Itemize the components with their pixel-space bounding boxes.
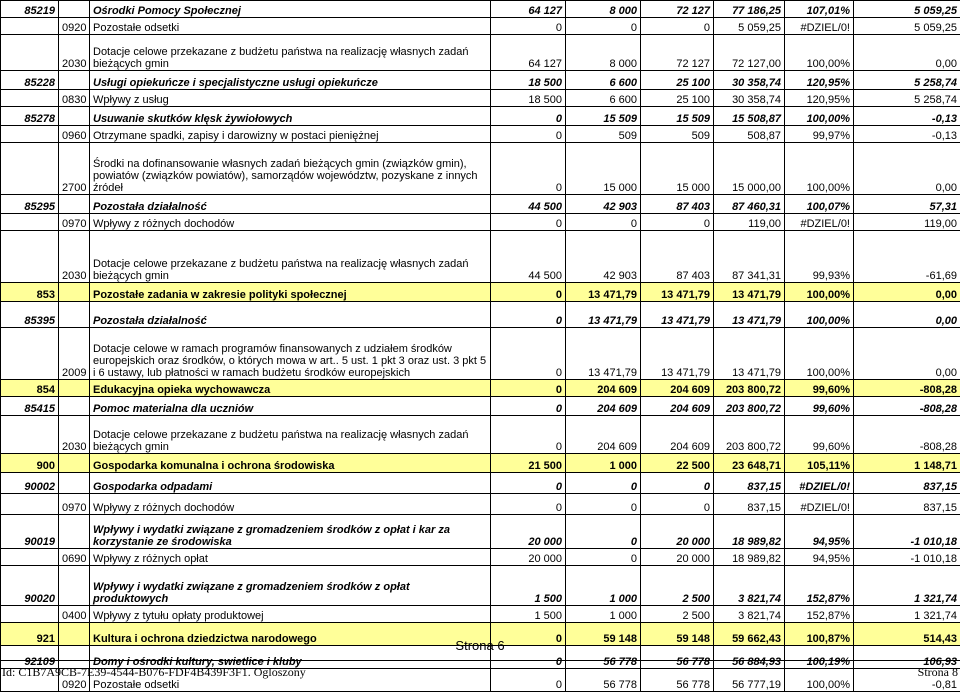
table-row: [1, 416, 960, 454]
plan-after-change-cell: 20 000: [641, 515, 714, 549]
plan-initial-cell: 21 500: [491, 454, 566, 473]
difference-cell: 5 258,74: [854, 90, 960, 107]
paragraph-code-cell: 0400: [59, 606, 90, 623]
execution-cell: 30 358,74: [714, 90, 785, 107]
plan-change-cell: 0: [566, 549, 641, 566]
plan-initial-cell: 1 500: [491, 566, 566, 606]
execution-cell: 56 777,19: [714, 669, 785, 692]
paragraph-code-cell: 2700: [59, 143, 90, 195]
division-code-cell: [1, 416, 59, 454]
paragraph-code-cell: 0920: [59, 18, 90, 35]
execution-cell: 72 127,00: [714, 35, 785, 71]
plan-initial-cell: 0: [491, 214, 566, 231]
table-row: [1, 302, 960, 328]
division-code-cell: [1, 606, 59, 623]
execution-cell: 3 821,74: [714, 606, 785, 623]
difference-cell: 514,43: [854, 623, 960, 646]
plan-initial-cell: 0: [491, 143, 566, 195]
execution-percent-cell: 99,93%: [785, 231, 854, 283]
paragraph-code-cell: 0970: [59, 214, 90, 231]
table-row: [1, 454, 960, 473]
item-name-cell: Usuwanie skutków klęsk żywiołowych: [90, 107, 491, 126]
item-name-cell: Dotacje celowe przekazane z budżetu państwa na realizację własnych zadań bieżących gmin: [90, 416, 491, 454]
execution-cell: 119,00: [714, 214, 785, 231]
plan-initial-cell: 44 500: [491, 231, 566, 283]
plan-after-change-cell: 509: [641, 126, 714, 143]
difference-cell: -61,69: [854, 231, 960, 283]
execution-percent-cell: 100,00%: [785, 302, 854, 328]
item-name-cell: Wpływy i wydatki związane z gromadzeniem środków z opłat produktowych: [90, 566, 491, 606]
division-code-cell: 90019: [1, 515, 59, 549]
paragraph-code-cell: [59, 302, 90, 328]
plan-after-change-cell: 59 148: [641, 623, 714, 646]
plan-initial-cell: 0: [491, 646, 566, 669]
paragraph-code-cell: 2030: [59, 416, 90, 454]
difference-cell: 106,93: [854, 646, 960, 669]
execution-percent-cell: 100,87%: [785, 623, 854, 646]
table-row: [1, 71, 960, 90]
plan-after-change-cell: 56 778: [641, 669, 714, 692]
execution-percent-cell: #DZIEL/0!: [785, 18, 854, 35]
difference-cell: 0,00: [854, 283, 960, 302]
document-footer: [0, 660, 960, 682]
execution-cell: 508,87: [714, 126, 785, 143]
division-code-cell: 90020: [1, 566, 59, 606]
plan-initial-cell: 0: [491, 302, 566, 328]
execution-cell: 203 800,72: [714, 380, 785, 397]
plan-change-cell: 59 148: [566, 623, 641, 646]
plan-initial-cell: 18 500: [491, 71, 566, 90]
paragraph-code-cell: 0960: [59, 126, 90, 143]
paragraph-code-cell: [59, 1, 90, 18]
division-code-cell: 85228: [1, 71, 59, 90]
item-name-cell: Usługi opiekuńcze i specjalistyczne usługi opiekuńcze: [90, 71, 491, 90]
paragraph-code-cell: [59, 397, 90, 416]
division-code-cell: 85219: [1, 1, 59, 18]
execution-cell: 13 471,79: [714, 328, 785, 380]
division-code-cell: 853: [1, 283, 59, 302]
division-code-cell: 90002: [1, 473, 59, 494]
execution-percent-cell: 100,00%: [785, 283, 854, 302]
table-row: [1, 143, 960, 195]
plan-change-cell: 56 778: [566, 646, 641, 669]
plan-change-cell: 509: [566, 126, 641, 143]
execution-cell: 203 800,72: [714, 416, 785, 454]
execution-percent-cell: 120,95%: [785, 71, 854, 90]
division-code-cell: [1, 328, 59, 380]
execution-cell: 59 662,43: [714, 623, 785, 646]
plan-after-change-cell: 0: [641, 473, 714, 494]
plan-initial-cell: 64 127: [491, 1, 566, 18]
plan-change-cell: 204 609: [566, 397, 641, 416]
division-code-cell: [1, 126, 59, 143]
plan-initial-cell: 0: [491, 473, 566, 494]
item-name-cell: Wpływy z różnych dochodów: [90, 494, 491, 515]
item-name-cell: Dotacje celowe przekazane z budżetu państwa na realizację własnych zadań bieżących gmin: [90, 35, 491, 71]
plan-initial-cell: 64 127: [491, 35, 566, 71]
plan-change-cell: 0: [566, 18, 641, 35]
difference-cell: 1 148,71: [854, 454, 960, 473]
division-code-cell: [1, 231, 59, 283]
execution-cell: 15 000,00: [714, 143, 785, 195]
execution-percent-cell: 107,01%: [785, 1, 854, 18]
execution-percent-cell: 120,95%: [785, 90, 854, 107]
division-code-cell: 92109: [1, 646, 59, 669]
division-code-cell: [1, 90, 59, 107]
plan-initial-cell: 20 000: [491, 515, 566, 549]
division-code-cell: [1, 549, 59, 566]
item-name-cell: Ośrodki Pomocy Społecznej: [90, 1, 491, 18]
plan-change-cell: 13 471,79: [566, 283, 641, 302]
plan-change-cell: 0: [566, 515, 641, 549]
execution-percent-cell: 99,97%: [785, 126, 854, 143]
plan-change-cell: 204 609: [566, 380, 641, 397]
plan-initial-cell: 0: [491, 328, 566, 380]
plan-after-change-cell: 56 778: [641, 646, 714, 669]
paragraph-code-cell: [59, 195, 90, 214]
division-code-cell: [1, 35, 59, 71]
table-row: [1, 606, 960, 623]
plan-change-cell: 1 000: [566, 454, 641, 473]
document-id: Id: C1B7A9CB-7E39-4544-B076-FDF4B439F3F1. Ogloszony: [2, 665, 306, 680]
table-row: [1, 515, 960, 549]
plan-after-change-cell: 204 609: [641, 416, 714, 454]
item-name-cell: Pozostała działalność: [90, 302, 491, 328]
footer-page-number: Strona 8: [918, 665, 958, 680]
paragraph-code-cell: [59, 283, 90, 302]
table-row: [1, 549, 960, 566]
plan-after-change-cell: 15 000: [641, 143, 714, 195]
plan-initial-cell: 0: [491, 669, 566, 692]
execution-cell: 87 341,31: [714, 231, 785, 283]
division-code-cell: 900: [1, 454, 59, 473]
plan-change-cell: 0: [566, 494, 641, 515]
plan-change-cell: 42 903: [566, 195, 641, 214]
division-code-cell: 85415: [1, 397, 59, 416]
item-name-cell: Pozostała działalność: [90, 195, 491, 214]
difference-cell: -808,28: [854, 397, 960, 416]
item-name-cell: Dotacje celowe w ramach programów finansowanych z udziałem środków europejskich oraz środków, o których mowa w art.. 5 ust. 1 pkt 3 oraz ust. 3 pkt 5 i 6 ustawy, lub płatności w ramach budżetu środków europejskich: [90, 328, 491, 380]
paragraph-code-cell: [59, 380, 90, 397]
execution-cell: 837,15: [714, 494, 785, 515]
plan-initial-cell: 0: [491, 126, 566, 143]
paragraph-code-cell: 0690: [59, 549, 90, 566]
paragraph-code-cell: 0830: [59, 90, 90, 107]
paragraph-code-cell: 0970: [59, 494, 90, 515]
plan-after-change-cell: 87 403: [641, 195, 714, 214]
table-body: [1, 1, 960, 692]
plan-initial-cell: 44 500: [491, 195, 566, 214]
execution-percent-cell: #DZIEL/0!: [785, 494, 854, 515]
execution-cell: 203 800,72: [714, 397, 785, 416]
table-row: [1, 195, 960, 214]
table-row: [1, 397, 960, 416]
plan-change-cell: 8 000: [566, 35, 641, 71]
table-row: [1, 473, 960, 494]
plan-change-cell: 1 000: [566, 606, 641, 623]
execution-percent-cell: 100,07%: [785, 195, 854, 214]
difference-cell: 0,00: [854, 143, 960, 195]
execution-cell: 3 821,74: [714, 566, 785, 606]
plan-change-cell: 1 000: [566, 566, 641, 606]
difference-cell: -808,28: [854, 380, 960, 397]
execution-cell: 30 358,74: [714, 71, 785, 90]
execution-cell: 87 460,31: [714, 195, 785, 214]
plan-initial-cell: 0: [491, 416, 566, 454]
difference-cell: 0,00: [854, 35, 960, 71]
execution-percent-cell: 100,00%: [785, 669, 854, 692]
difference-cell: -808,28: [854, 416, 960, 454]
execution-cell: 18 989,82: [714, 549, 785, 566]
plan-after-change-cell: 204 609: [641, 397, 714, 416]
plan-after-change-cell: 25 100: [641, 90, 714, 107]
execution-cell: 23 648,71: [714, 454, 785, 473]
paragraph-code-cell: [59, 71, 90, 90]
paragraph-code-cell: [59, 107, 90, 126]
execution-percent-cell: #DZIEL/0!: [785, 214, 854, 231]
difference-cell: 57,31: [854, 195, 960, 214]
division-code-cell: [1, 214, 59, 231]
paragraph-code-cell: 2030: [59, 35, 90, 71]
table-row: [1, 35, 960, 71]
execution-percent-cell: 99,60%: [785, 416, 854, 454]
difference-cell: 837,15: [854, 494, 960, 515]
item-name-cell: Kultura i ochrona dziedzictwa narodowego: [90, 623, 491, 646]
paragraph-code-cell: [59, 454, 90, 473]
item-name-cell: Gospodarka odpadami: [90, 473, 491, 494]
paragraph-code-cell: 2030: [59, 231, 90, 283]
division-code-cell: 921: [1, 623, 59, 646]
item-name-cell: Gospodarka komunalna i ochrona środowiska: [90, 454, 491, 473]
item-name-cell: Środki na dofinansowanie własnych zadań bieżących gmin (związków gmin), powiatów (związków powiatów), samorządów województw, pozyskane z innych źródeł: [90, 143, 491, 195]
plan-initial-cell: 0: [491, 623, 566, 646]
plan-after-change-cell: 204 609: [641, 380, 714, 397]
plan-after-change-cell: 72 127: [641, 35, 714, 71]
table-row: [1, 214, 960, 231]
plan-initial-cell: 18 500: [491, 90, 566, 107]
plan-after-change-cell: 13 471,79: [641, 302, 714, 328]
execution-percent-cell: 94,95%: [785, 515, 854, 549]
item-name-cell: Pozostałe zadania w zakresie polityki społecznej: [90, 283, 491, 302]
execution-cell: 15 508,87: [714, 107, 785, 126]
difference-cell: 5 059,25: [854, 1, 960, 18]
plan-after-change-cell: 2 500: [641, 566, 714, 606]
plan-change-cell: 42 903: [566, 231, 641, 283]
plan-change-cell: 8 000: [566, 1, 641, 18]
execution-percent-cell: 100,00%: [785, 143, 854, 195]
paragraph-code-cell: [59, 473, 90, 494]
difference-cell: -0,81: [854, 669, 960, 692]
execution-cell: 56 884,93: [714, 646, 785, 669]
item-name-cell: Wpływy z różnych dochodów: [90, 214, 491, 231]
difference-cell: -0,13: [854, 126, 960, 143]
table-row: [1, 90, 960, 107]
table-row: [1, 328, 960, 380]
difference-cell: 5 258,74: [854, 71, 960, 90]
plan-after-change-cell: 0: [641, 494, 714, 515]
execution-cell: 13 471,79: [714, 302, 785, 328]
plan-change-cell: 15 000: [566, 143, 641, 195]
plan-after-change-cell: 72 127: [641, 1, 714, 18]
plan-after-change-cell: 13 471,79: [641, 283, 714, 302]
plan-change-cell: 13 471,79: [566, 328, 641, 380]
difference-cell: 119,00: [854, 214, 960, 231]
execution-percent-cell: 100,19%: [785, 646, 854, 669]
execution-percent-cell: 100,00%: [785, 35, 854, 71]
table-row: [1, 283, 960, 302]
difference-cell: 5 059,25: [854, 18, 960, 35]
table-row: [1, 107, 960, 126]
plan-after-change-cell: 2 500: [641, 606, 714, 623]
table-row: [1, 380, 960, 397]
plan-initial-cell: 0: [491, 494, 566, 515]
execution-percent-cell: 100,00%: [785, 328, 854, 380]
execution-cell: 77 186,25: [714, 1, 785, 18]
table-row: [1, 566, 960, 606]
paragraph-code-cell: [59, 566, 90, 606]
division-code-cell: 85278: [1, 107, 59, 126]
plan-change-cell: 15 509: [566, 107, 641, 126]
table-row: [1, 1, 960, 18]
difference-cell: -0,13: [854, 107, 960, 126]
difference-cell: 1 321,74: [854, 566, 960, 606]
item-name-cell: Domy i ośrodki kultury, swietlice i kluby: [90, 646, 491, 669]
item-name-cell: Dotacje celowe przekazane z budżetu państwa na realizację własnych zadań bieżących gmin: [90, 231, 491, 283]
plan-change-cell: 6 600: [566, 71, 641, 90]
plan-after-change-cell: 15 509: [641, 107, 714, 126]
plan-after-change-cell: 22 500: [641, 454, 714, 473]
item-name-cell: Wpływy i wydatki związane z gromadzeniem środków z opłat i kar za korzystanie ze środowiska: [90, 515, 491, 549]
plan-change-cell: 204 609: [566, 416, 641, 454]
plan-initial-cell: 20 000: [491, 549, 566, 566]
execution-percent-cell: 94,95%: [785, 549, 854, 566]
difference-cell: 837,15: [854, 473, 960, 494]
plan-after-change-cell: 0: [641, 18, 714, 35]
execution-percent-cell: #DZIEL/0!: [785, 473, 854, 494]
paragraph-code-cell: 2009: [59, 328, 90, 380]
item-name-cell: Pomoc materialna dla uczniów: [90, 397, 491, 416]
plan-change-cell: 13 471,79: [566, 302, 641, 328]
division-code-cell: [1, 143, 59, 195]
plan-after-change-cell: 13 471,79: [641, 328, 714, 380]
difference-cell: 0,00: [854, 328, 960, 380]
item-name-cell: Edukacyjna opieka wychowawcza: [90, 380, 491, 397]
table-row: [1, 231, 960, 283]
execution-cell: 837,15: [714, 473, 785, 494]
item-name-cell: Pozostałe odsetki: [90, 669, 491, 692]
difference-cell: 1 321,74: [854, 606, 960, 623]
plan-change-cell: 6 600: [566, 90, 641, 107]
plan-initial-cell: 0: [491, 283, 566, 302]
division-code-cell: 85295: [1, 195, 59, 214]
plan-change-cell: 0: [566, 473, 641, 494]
plan-after-change-cell: 87 403: [641, 231, 714, 283]
division-code-cell: [1, 494, 59, 515]
plan-change-cell: 56 778: [566, 669, 641, 692]
plan-after-change-cell: 25 100: [641, 71, 714, 90]
execution-percent-cell: 152,87%: [785, 566, 854, 606]
execution-percent-cell: 105,11%: [785, 454, 854, 473]
execution-percent-cell: 152,87%: [785, 606, 854, 623]
division-code-cell: 85395: [1, 302, 59, 328]
execution-cell: 13 471,79: [714, 283, 785, 302]
table-row: [1, 494, 960, 515]
plan-initial-cell: 0: [491, 107, 566, 126]
execution-percent-cell: 99,60%: [785, 397, 854, 416]
item-name-cell: Wpływy z różnych opłat: [90, 549, 491, 566]
plan-initial-cell: 0: [491, 380, 566, 397]
item-name-cell: Wpływy z usług: [90, 90, 491, 107]
division-code-cell: 854: [1, 380, 59, 397]
plan-initial-cell: 0: [491, 397, 566, 416]
execution-percent-cell: 99,60%: [785, 380, 854, 397]
item-name-cell: Wpływy z tytułu opłaty produktowej: [90, 606, 491, 623]
difference-cell: -1 010,18: [854, 549, 960, 566]
table-row: [1, 126, 960, 143]
difference-cell: -1 010,18: [854, 515, 960, 549]
plan-initial-cell: 0: [491, 18, 566, 35]
execution-cell: 18 989,82: [714, 515, 785, 549]
item-name-cell: Otrzymane spadki, zapisy i darowizny w postaci pieniężnej: [90, 126, 491, 143]
plan-change-cell: 0: [566, 214, 641, 231]
plan-after-change-cell: 20 000: [641, 549, 714, 566]
item-name-cell: Pozostałe odsetki: [90, 18, 491, 35]
division-code-cell: [1, 18, 59, 35]
plan-after-change-cell: 0: [641, 214, 714, 231]
paragraph-code-cell: 0920: [59, 669, 90, 692]
difference-cell: 0,00: [854, 302, 960, 328]
paragraph-code-cell: [59, 515, 90, 549]
execution-percent-cell: 100,00%: [785, 107, 854, 126]
execution-cell: 5 059,25: [714, 18, 785, 35]
page-label: Strona 6: [0, 638, 960, 653]
table-row: [1, 18, 960, 35]
plan-initial-cell: 1 500: [491, 606, 566, 623]
